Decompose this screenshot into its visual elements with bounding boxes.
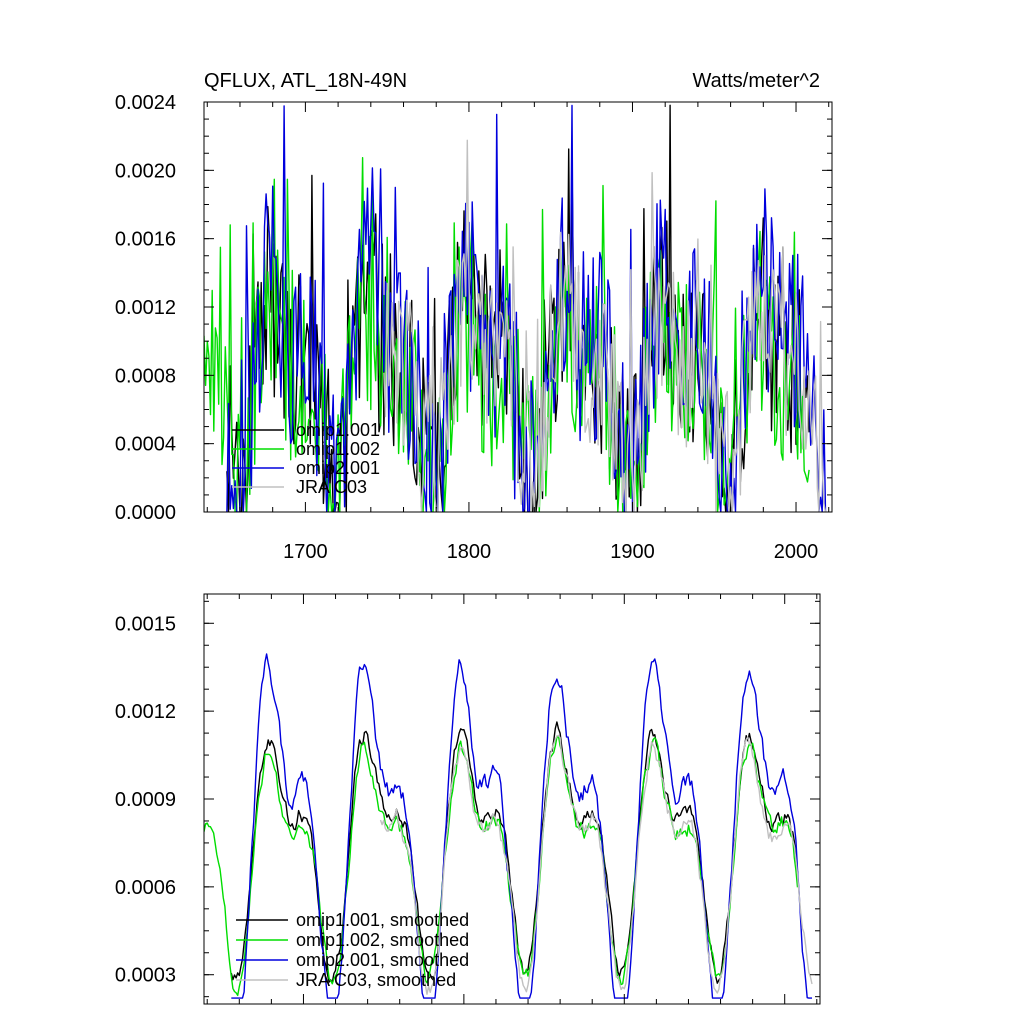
top-y-tick-label: 0.0012 xyxy=(114,297,176,319)
top-chart-units: Watts/meter^2 xyxy=(692,70,820,92)
top-x-tick-label: 2000 xyxy=(773,541,819,563)
bottom-y-tick-label: 0.0003 xyxy=(114,964,176,987)
bottom-y-tick-label: 0.0006 xyxy=(114,876,176,899)
bottom-y-tick-label: 0.0015 xyxy=(114,613,176,636)
top-chart-title: QFLUX, ATL_18N-49N xyxy=(204,70,408,92)
top-legend-label-4: JRA C03 xyxy=(296,477,368,497)
bottom-legend-label-1: omip1.001, smoothed xyxy=(296,910,470,930)
top-x-tick-label: 1800 xyxy=(446,541,492,563)
top-y-tick-label: 0.0008 xyxy=(114,365,176,388)
top-legend-label-1: omip1.001 xyxy=(296,420,381,440)
top-panel xyxy=(115,70,832,563)
top-legend-label-2: omip1.002 xyxy=(296,439,381,459)
bottom-legend-label-2: omip1.002, smoothed xyxy=(296,930,470,950)
bottom-legend xyxy=(236,910,469,990)
top-y-tick-label: 0.0020 xyxy=(114,160,176,183)
bottom-legend-label-4: JRA C03, smoothed xyxy=(296,970,457,990)
bottom-y-tick-label: 0.0009 xyxy=(114,789,176,811)
top-y-tick-label: 0.0000 xyxy=(114,502,176,524)
top-x-tick-label: 1700 xyxy=(283,541,328,563)
bottom-y-tick-label: 0.0012 xyxy=(114,701,176,724)
top-x-tick-label: 1900 xyxy=(610,541,655,563)
bottom-legend-label-3: omip2.001, smoothed xyxy=(296,950,470,970)
top-legend-label-3: omip2.001 xyxy=(296,458,381,478)
top-y-tick-label: 0.0004 xyxy=(114,433,176,456)
bottom-panel xyxy=(115,594,820,1004)
top-y-tick-label: 0.0016 xyxy=(114,228,176,251)
top-y-tick-label: 0.0024 xyxy=(114,92,176,114)
